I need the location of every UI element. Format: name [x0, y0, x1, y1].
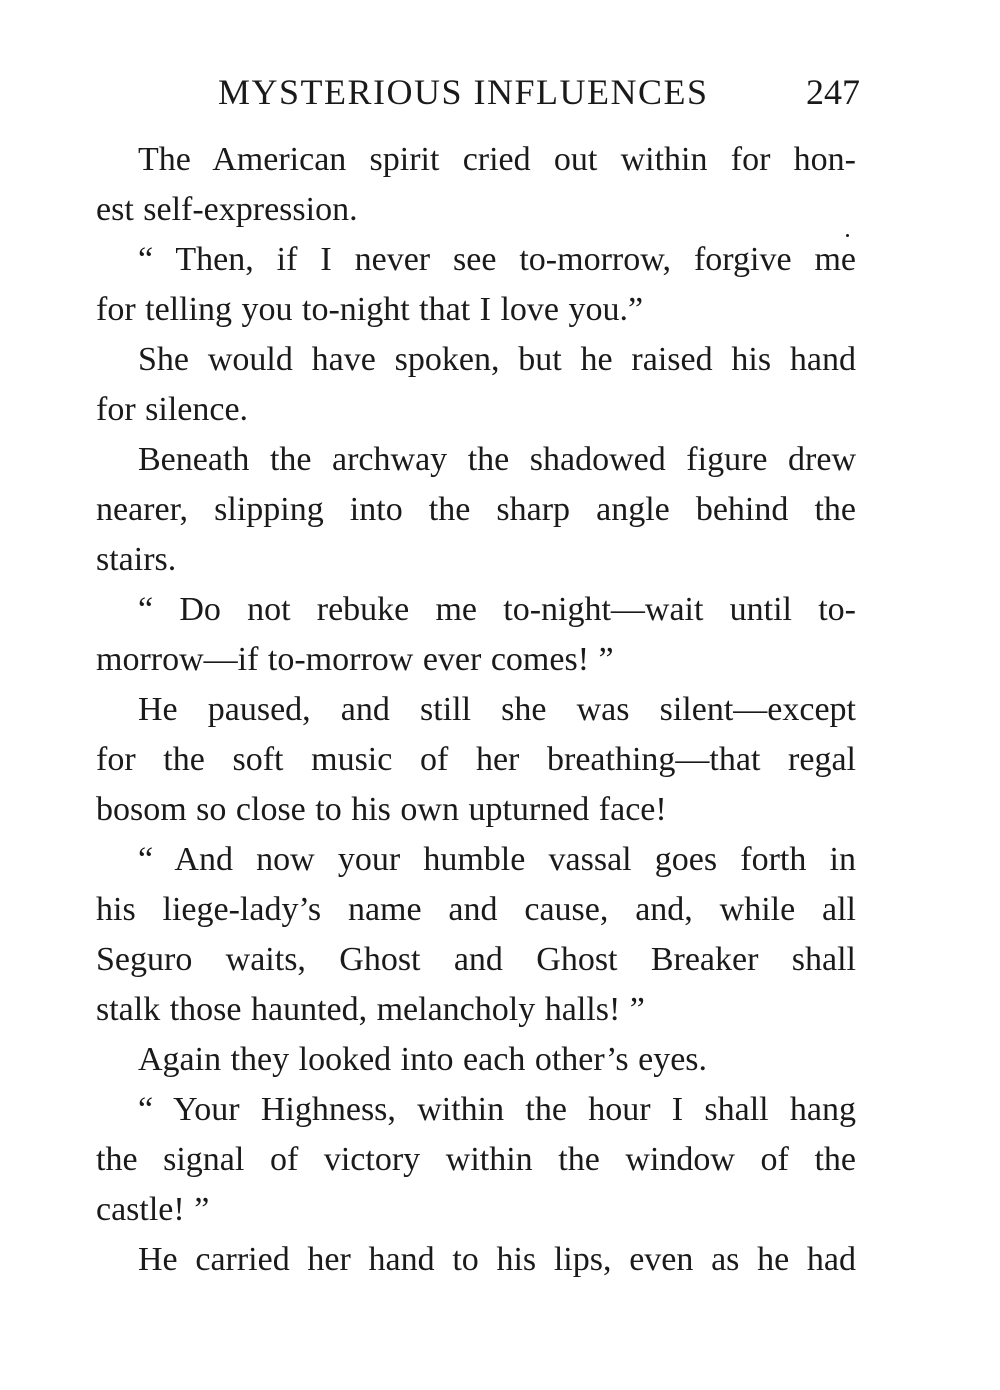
- text-line: He carried her hand to his lips, even as he had: [138, 1241, 856, 1278]
- paragraph: [96, 1035, 856, 1085]
- paragraph: [96, 1235, 856, 1285]
- text-line: Seguro waits, Ghost and Ghost Breaker shall: [96, 941, 856, 978]
- text-line: nearer, slipping into the sharp angle behind the: [96, 491, 856, 528]
- text-line: “ Your Highness, within the hour I shall hang: [138, 1091, 856, 1128]
- print-speck: [846, 234, 849, 237]
- running-head: [100, 70, 860, 114]
- page-number: 247: [806, 72, 860, 112]
- text-line: for the soft music of her breathing—that regal: [96, 741, 856, 778]
- text-line: The American spirit cried out within for hon-: [138, 141, 856, 178]
- text-line: He paused, and still she was silent—except: [138, 691, 856, 728]
- paragraph: [96, 135, 856, 235]
- paragraph: [96, 235, 856, 335]
- text-line: his liege-lady’s name and cause, and, while all: [96, 891, 856, 928]
- text-line: the signal of victory within the window of the: [96, 1141, 856, 1178]
- paragraph: [96, 835, 856, 1035]
- text-line: “ And now your humble vassal goes forth in: [138, 841, 856, 878]
- text-line: She would have spoken, but he raised his hand: [138, 341, 856, 378]
- text-line: Again they looked into each other’s eyes.: [138, 1041, 708, 1078]
- text-line: “ Then, if I never see to-morrow, forgive me: [138, 241, 856, 278]
- paragraph: [96, 435, 856, 585]
- text-line: stalk those haunted, melancholy halls! ”: [96, 991, 645, 1028]
- paragraph: [96, 685, 856, 835]
- text-line: Beneath the archway the shadowed figure drew: [138, 441, 856, 478]
- paragraph: [96, 335, 856, 435]
- text-line: morrow—if to-morrow ever comes! ”: [96, 641, 614, 678]
- text-line: stairs.: [96, 541, 177, 578]
- body-text: [96, 135, 856, 1285]
- paragraph: [96, 1085, 856, 1235]
- text-line: castle! ”: [96, 1191, 210, 1228]
- paragraph: [96, 585, 856, 685]
- text-line: est self-expression.: [96, 191, 358, 228]
- text-line: for silence.: [96, 391, 249, 428]
- text-line: bosom so close to his own upturned face!: [96, 791, 667, 828]
- text-line: for telling you to-night that I love you.”: [96, 291, 644, 328]
- text-line: “ Do not rebuke me to-night—wait until to-: [138, 591, 856, 628]
- running-title: MYSTERIOUS INFLUENCES: [218, 72, 709, 112]
